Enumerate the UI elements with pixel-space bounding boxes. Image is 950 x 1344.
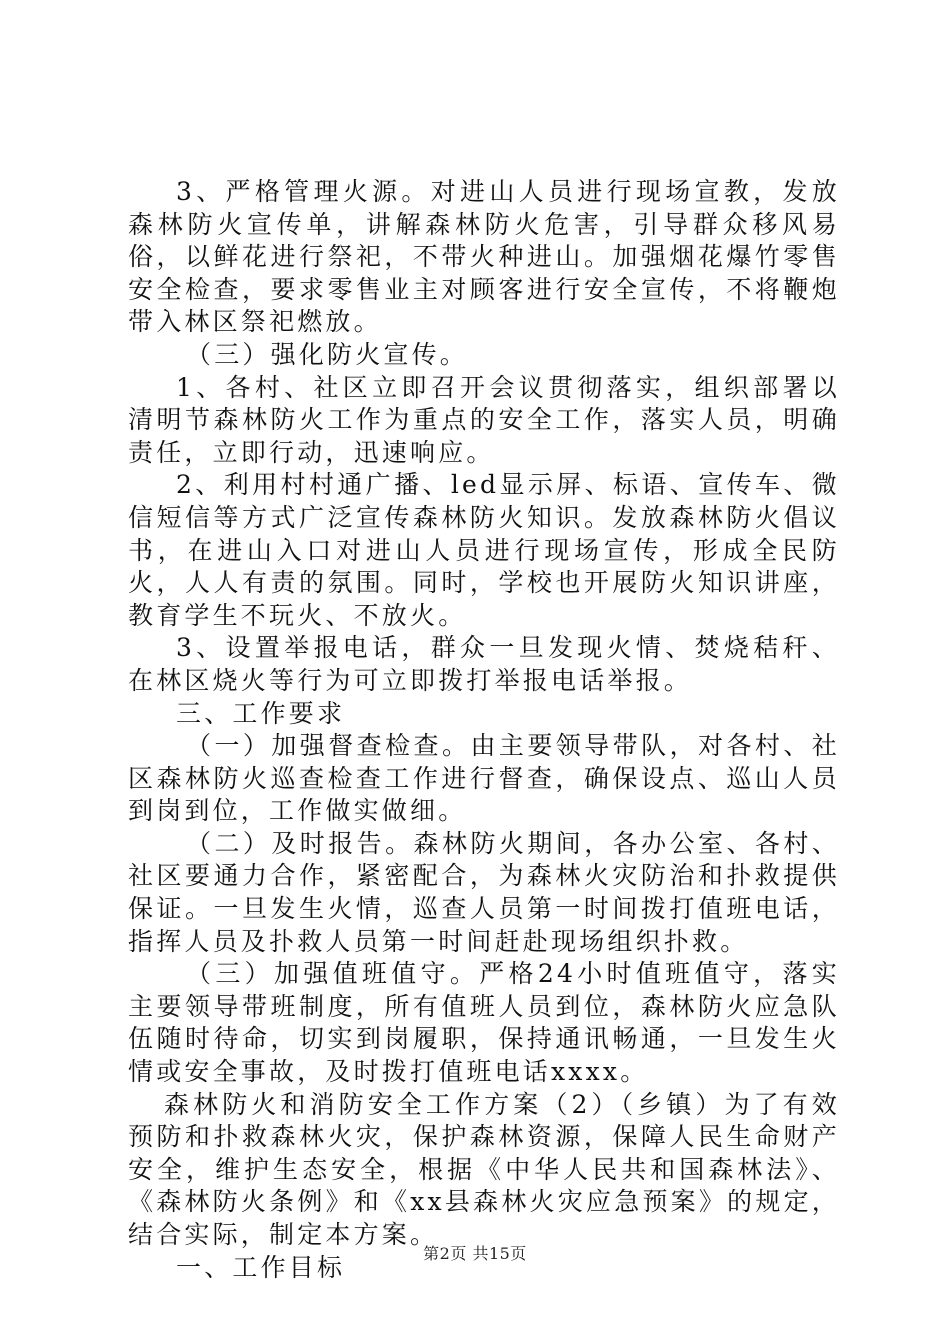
paragraph-duty-watch: （三）加强值班值守。严格24小时值班值守，落实主要领导带班制度，所有值班人员到位，森林防火应急队伍随时待命，切实到岗履职，保持通讯畅通，一旦发生火情或安全事故，及时拨打值班电话xxxx。: [128, 959, 840, 1087]
paragraph-heading-work-requirements: 三、工作要求: [176, 698, 346, 728]
paragraph-heading-work-goals: 一、工作目标: [176, 1252, 346, 1282]
paragraph-village-meetings: 1、各村、社区立即召开会议贯彻落实，组织部署以清明节森林防火工作为重点的安全工作，落实人员，明确责任，立即行动，迅速响应。: [128, 372, 840, 467]
paragraph-section-strengthen-publicity: （三）强化防火宣传。: [186, 339, 469, 369]
paragraph-report-hotline: 3、设置举报电话，群众一旦发现火情、焚烧秸秆、在林区烧火等行为可立即拨打举报电话举报。: [128, 633, 840, 695]
paragraph-supervision-inspection: （一）加强督查检查。由主要领导带队，对各村、社区森林防火巡查检查工作进行督查，确保设点、巡山人员到岗到位，工作做实做细。: [128, 731, 840, 826]
document-body: [128, 176, 840, 1284]
paragraph-plan-two-intro: 森林防火和消防安全工作方案（2）（乡镇）为了有效预防和扑救森林火灾，保护森林资源，保障人民生命财产安全，维护生态安全，根据《中华人民共和国森林法》、《森林防火条例》和《xx县森林火灾应急预案》的规定，结合实际，制定本方案。: [128, 1089, 840, 1249]
paragraph-broadcast-publicity: 2、利用村村通广播、led显示屏、标语、宣传车、微信短信等方式广泛宣传森林防火知识。发放森林防火倡议书，在进山入口对进山人员进行现场宣传，形成全民防火，人人有责的氛围。同时，学校也开展防火知识讲座，教育学生不玩火、不放火。: [128, 470, 840, 630]
paragraph-timely-reporting: （二）及时报告。森林防火期间，各办公室、各村、社区要通力合作，紧密配合，为森林火灾防治和扑救提供保证。一旦发生火情，巡查人员第一时间拨打值班电话，指挥人员及扑救人员第一时间赶赴现场组织扑救。: [128, 828, 840, 956]
paragraph-manage-fire-sources: 3、严格管理火源。对进山人员进行现场宣教，发放森林防火宣传单，讲解森林防火危害，引导群众移风易俗，以鲜花进行祭祀，不带火种进山。加强烟花爆竹零售安全检查，要求零售业主对顾客进行安全宣传，不将鞭炮带入林区祭祀燃放。: [128, 177, 840, 337]
page-number-footer: 第2页 共15页: [423, 1244, 527, 1263]
